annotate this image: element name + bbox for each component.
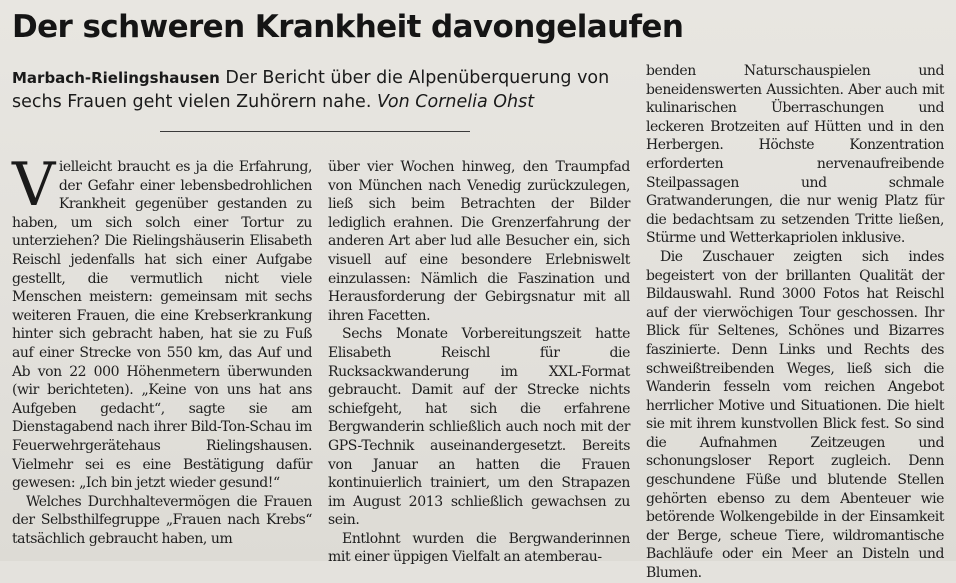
paragraph — [12, 150, 312, 493]
paragraph-text: ielleicht braucht es ja die Erfahrung, der Gefahr einer lebensbedrohlichen Krankheit gegenüber gestanden zu haben, um sich solch einer Tortur zu unterziehen? Die Rielingshäuserin Elisabeth Reischl jedenfalls hat sich einer Aufgabe gestellt, die vermutlich nicht viele Menschen meistern: gemeinsam mit sechs weiteren Frauen, die eine Krebserkrankung hinter sich gebracht haben, hat sie zu Fuß auf einer Strecke von 550 km, das Auf und Ab von 22 000 Höhenmetern überwunden (wir berichteten). „Keine von uns hat ans Aufgeben gedacht“, sagte sie am Dienstagabend nach ihrer Bild-Ton-Schau im Feuerwehrgerätehaus Rielingshausen. Vielmehr sei es eine Bestätigung dafür gewesen: „Ich bin jetzt wieder gesund!“ — [12, 159, 312, 492]
paragraph: über vier Wochen hinweg, den Traumpfad von München nach Venedig zurückzulegen, ließ sich beim Betrachten der Bilder lediglich erahnen. Die Grenzerfahrung der anderen Art aber lud alle Besucher ein, sich visuell auf eine besondere Erlebniswelt einzulassen: Nämlich die Faszination und Herausforderung der Gebirgsnatur mit all ihren Facetten. — [328, 159, 630, 324]
dateline: Marbach-Rielingshausen — [12, 69, 220, 87]
article-column-2 — [328, 158, 630, 567]
headline: Der schweren Krankheit davongelaufen — [12, 9, 684, 45]
teaser: Der Bericht über die Alpenüberquerung von sechs Frauen geht vielen Zuhörern nahe. — [12, 68, 610, 112]
paragraph: benden Naturschauspielen und beneidenswerten Aussichten. Aber auch mit kulinarischen Überraschungen und leckeren Brotzeiten auf Hütten und in den Herbergen. Höchste Konzentration erforderten nervenaufreibende Steilpassagen und schmale Gratwanderungen, die nur wenig Platz für die bedachtsam zu setzenden Tritte ließen, Stürme und Wetterkapriolen inklusive. — [646, 63, 944, 247]
paragraph: Entlohnt wurden die Bergwanderinnen mit einer üppigen Vielfalt an atemberau- — [328, 530, 630, 566]
paragraph: Welches Durchhaltevermögen die Frauen der Selbsthilfegruppe „Frauen nach Krebs“ tatsächlich gebraucht haben, um — [12, 493, 312, 547]
paragraph: Sechs Monate Vorbereitungszeit hatte Elisabeth Reischl für die Rucksackwanderung im XXL-Format gebraucht. Damit auf der Strecke nichts schiefgeht, hat sich die erfahrene Bergwanderin schließlich auch noch mit der GPS-Technik auseinandergesetzt. Bereits von Januar an hatten die Frauen kontinuierlich trainiert, um den Strapazen im August 2013 schließlich gewachsen zu sein. — [328, 326, 630, 529]
divider-rule — [160, 131, 470, 132]
paragraph: Die Zuschauer zeigten sich indes begeistert von der brillanten Qualität der Bildauswahl. Rund 3000 Fotos hat Reischl auf der vierwöchigen Tour geschossen. Ihr Blick für Seltenes, Schönes und Bizarres faszinierte. Denn Links und Rechts des schweißtreibenden Weges, ließ sich die Wanderin fesseln vom reichen Angebot herrlicher Motive und Situationen. Die hielt sie mit ihrem kunstvollen Blick fest. So sind die Aufnahmen Zeitzeugen und schonungsloser Report zugleich. Denn geschundene Füße und blutende Stellen gehörten ebenso zu dem Abenteuer wie betörende Wolkengebilde in der Einsamkeit der Berge, scheue Tiere, wildromantische Bachläufe oder ein Meer an Disteln und Blumen. — [646, 248, 944, 582]
article-column-1 — [12, 150, 312, 548]
standfirst — [12, 66, 624, 114]
drop-cap: V — [12, 150, 55, 220]
article-column-3 — [646, 62, 944, 583]
byline: Von Cornelia Ohst — [371, 92, 535, 112]
